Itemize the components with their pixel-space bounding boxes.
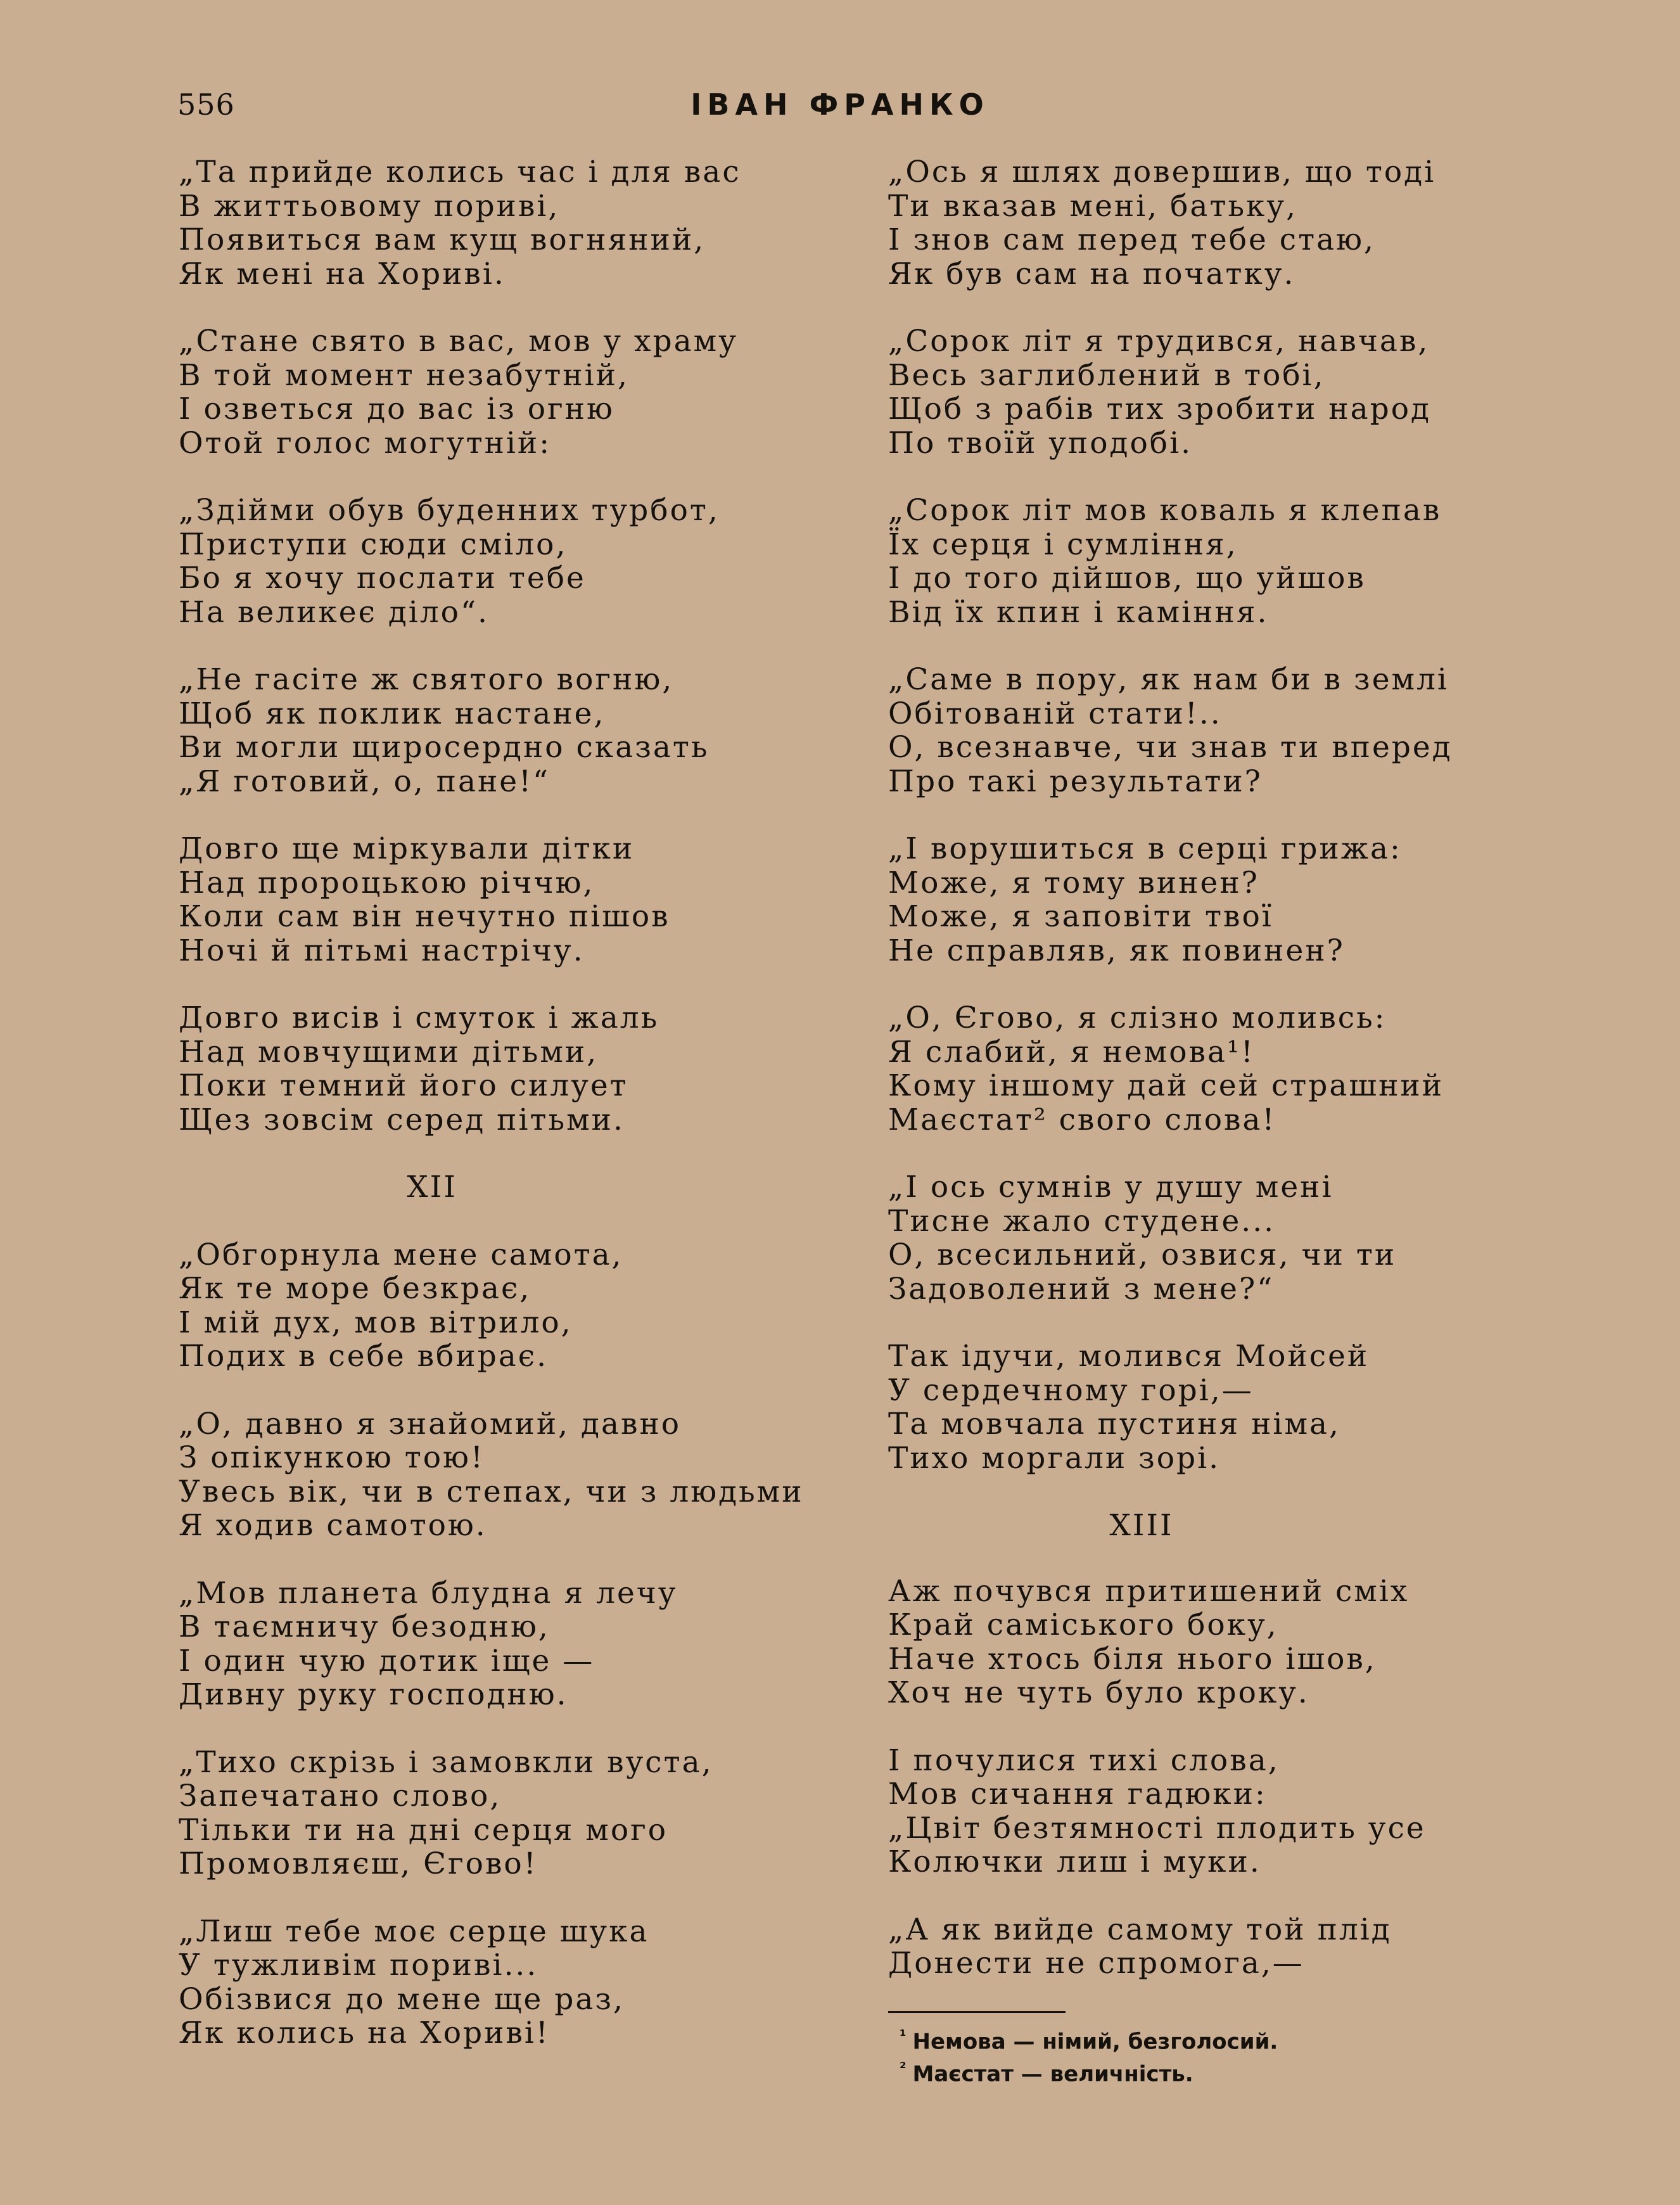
verse-line: „А як вийде самому той плід — [888, 1912, 1392, 1947]
verse-line: „Лиш тебе моє серце шука — [179, 1914, 649, 1949]
stanza — [179, 1915, 837, 2050]
verse-line: Їх серця і сумління, — [888, 527, 1238, 562]
verse-line: Приступи сюди сміло, — [179, 527, 568, 562]
footnotes — [900, 2023, 1278, 2088]
verse-line: Бо я хочу послати тебе — [179, 561, 586, 596]
verse-line: Тихо моргали зорі. — [888, 1440, 1221, 1476]
verse-line: „Мов планета блудна я лечу — [179, 1575, 678, 1611]
verse-line: Промовляєш, Єгово! — [179, 1846, 538, 1881]
footnote-text: Маєстат — величність. — [912, 2061, 1193, 2087]
verse-line: І знов сам перед тебе стаю, — [888, 222, 1375, 257]
verse-line: Я слабий, я немова¹! — [888, 1034, 1255, 1070]
verse-line: „Сорок літ мов коваль я клепав — [888, 493, 1442, 528]
verse-line: „Цвіт безтямності плодить усе — [888, 1810, 1426, 1846]
verse-line: „І ворушиться в серці грижа: — [888, 831, 1402, 866]
verse-line: Та мовчала пустиня німа, — [888, 1407, 1340, 1441]
verse-line: В таємничу безодню, — [179, 1609, 550, 1644]
stanza-group — [179, 1238, 837, 2050]
verse-line: О, всезнавче, чи знав ти вперед — [888, 730, 1453, 765]
verse-line: Колючки лиш і муки. — [888, 1844, 1261, 1879]
verse-line: І один чую дотик іще — — [179, 1643, 595, 1678]
verse-line: „І ось сумнів у душу мені — [888, 1170, 1333, 1205]
verse-line: І озветься до вас із огню — [179, 392, 614, 426]
stanza — [888, 832, 1547, 968]
verse-line: Донести не спромога,— — [888, 1946, 1304, 1981]
stanza — [179, 1746, 837, 1881]
stanza — [888, 663, 1547, 798]
verse-line: „Я готовий, о, пане!“ — [179, 764, 550, 799]
footnote-text: Немова — німий, безголосий. — [912, 2029, 1278, 2055]
stanza — [888, 1575, 1547, 1710]
verse-line: Може, я заповіти твої — [888, 899, 1273, 934]
verse-line: Подих в себе вбирає. — [179, 1339, 549, 1374]
stanza — [179, 1576, 837, 1712]
stanza-group — [179, 155, 837, 1137]
verse-line: На великеє діло“. — [179, 594, 489, 630]
verse-line: Коли сам він нечутно пішов — [179, 899, 670, 934]
section-number: XII — [407, 1170, 457, 1205]
verse-line: І до того дійшов, що уйшов — [888, 561, 1366, 596]
running-head: ІВАН ФРАНКО — [690, 87, 990, 122]
stanza — [179, 663, 837, 798]
footnote-mark: ² — [900, 2059, 907, 2078]
verse-line: Появиться вам кущ вогняний, — [179, 222, 706, 257]
verse-line: З опікункою тою! — [179, 1440, 485, 1475]
verse-line: Над пророцькою річчю, — [179, 865, 595, 900]
verse-line: Так ідучи, молився Мойсей — [888, 1339, 1370, 1374]
verse-line: У сердечному горі,— — [888, 1372, 1254, 1408]
verse-line: Як те море безкрає, — [179, 1271, 531, 1306]
stanza — [888, 1339, 1547, 1475]
footnote — [900, 2023, 1278, 2055]
verse-line: Не справляв, як повинен? — [888, 933, 1345, 968]
footnote-divider — [888, 2011, 1066, 2013]
verse-line: І мій дух, мов вітрило, — [179, 1305, 573, 1340]
stanza — [888, 1913, 1547, 1981]
left-column — [179, 155, 837, 2084]
verse-line: Над мовчущими дітьми, — [179, 1034, 599, 1070]
verse-line: „Здійми обув буденних турбот, — [179, 493, 720, 528]
verse-line: Увесь вік, чи в степах, чи з людьми — [179, 1474, 804, 1509]
verse-line: Від їх кпин і каміння. — [888, 594, 1269, 630]
stanza — [179, 1001, 837, 1137]
verse-line: Тисне жало студене... — [888, 1203, 1276, 1239]
verse-line: „Ось я шлях довершив, що тоді — [888, 155, 1436, 189]
verse-line: Ночі й пітьмі настрічу. — [179, 933, 585, 968]
verse-line: Обітованій стати!.. — [888, 696, 1222, 731]
verse-line: Наче хтось біля нього ішов, — [888, 1641, 1377, 1677]
verse-line: Отой голос могутній: — [179, 425, 552, 461]
verse-line: Як колись на Хориві! — [179, 2016, 550, 2050]
verse-line: Хоч не чуть було кроку. — [888, 1675, 1309, 1710]
stanza — [888, 155, 1547, 291]
verse-line: Як був сам на початку. — [888, 256, 1295, 291]
verse-line: „О, давно я знайомий, давно — [179, 1406, 682, 1441]
stanza — [179, 1407, 837, 1543]
verse-line: Ти вказав мені, батьку, — [888, 188, 1298, 224]
verse-line: „Та прийде колись час і для вас — [179, 155, 741, 189]
stanza-group — [888, 155, 1547, 1475]
verse-line: „Стане свято в вас, мов у храму — [179, 324, 738, 359]
footnote-mark: ¹ — [900, 2027, 907, 2045]
verse-line: В життьовому пориві, — [179, 188, 560, 224]
verse-line: Аж почувся притишений сміх — [888, 1573, 1410, 1609]
section-number: XIII — [1109, 1508, 1174, 1543]
verse-line: „Тихо скрізь і замовкли вуста, — [179, 1744, 713, 1780]
verse-line: Дивну руку господню. — [179, 1677, 568, 1712]
verse-line: Довго висів і смуток і жаль — [179, 1000, 659, 1035]
verse-line: Задоволений з мене?“ — [888, 1271, 1275, 1307]
verse-line: У тужливім пориві... — [179, 1948, 538, 1983]
verse-line: О, всесильний, озвися, чи ти — [888, 1237, 1397, 1272]
right-column — [888, 155, 1547, 2014]
verse-line: „Обгорнула мене самота, — [179, 1237, 623, 1272]
verse-line: Обізвися до мене ще раз, — [179, 1981, 625, 2017]
verse-line: Про такі результати? — [888, 764, 1263, 799]
stanza — [888, 324, 1547, 460]
stanza — [179, 832, 837, 968]
verse-line: Тільки ти на дні серця мого — [179, 1812, 668, 1848]
verse-line: Маєстат² свого слова! — [888, 1102, 1276, 1137]
verse-line: В той момент незабутній, — [179, 357, 629, 393]
stanza — [179, 494, 837, 629]
page-number: 556 — [177, 87, 235, 122]
verse-line: Поки темний його силует — [179, 1068, 628, 1103]
stanza — [888, 1744, 1547, 1879]
verse-line: Мов сичання гадюки: — [888, 1777, 1267, 1812]
verse-line: Може, я тому винен? — [888, 865, 1259, 900]
stanza — [179, 1238, 837, 1374]
verse-line: І почулися тихі слова, — [888, 1742, 1280, 1778]
verse-line: „О, Єгово, я слізно моливсь: — [888, 1000, 1387, 1035]
verse-line: „Саме в пору, як нам би в землі — [888, 662, 1449, 697]
verse-line: Довго ще міркували дітки — [179, 831, 635, 866]
stanza — [179, 324, 837, 460]
verse-line: Щоб як поклик настане, — [179, 696, 606, 731]
stanza — [888, 494, 1547, 629]
verse-line: Запечатано слово, — [179, 1779, 502, 1813]
verse-line: „Сорок літ я трудився, навчав, — [888, 324, 1430, 359]
verse-line: Щоб з рабів тих зробити народ — [888, 392, 1431, 426]
stanza — [888, 1001, 1547, 1137]
verse-line: Щез зовсім серед пітьми. — [179, 1102, 625, 1137]
verse-line: Ви могли щиросердно сказать — [179, 730, 710, 765]
verse-line: Як мені на Хориві. — [179, 256, 506, 291]
verse-line: Край саміського боку, — [888, 1607, 1278, 1642]
stanza — [888, 1170, 1547, 1306]
verse-line: Кому іншому дай сей страшний — [888, 1068, 1444, 1103]
verse-line: „Не гасіте ж святого вогню, — [179, 662, 674, 697]
verse-line: По твоїй уподобі. — [888, 425, 1193, 461]
footnote — [900, 2055, 1278, 2087]
stanza-group — [888, 1575, 1547, 1981]
verse-line: Весь заглиблений в тобі, — [888, 357, 1325, 393]
verse-line: Я ходив самотою. — [179, 1508, 487, 1543]
stanza — [179, 155, 837, 291]
